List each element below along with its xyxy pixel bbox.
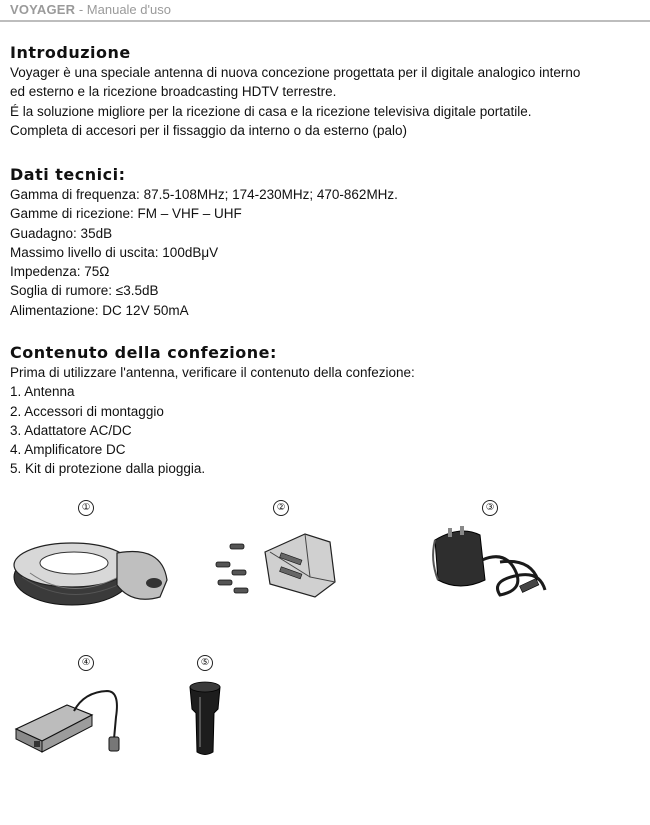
contents-item-antenna: 1. Antenna	[10, 384, 75, 400]
figure-dc-amplifier	[12, 655, 132, 765]
header-separator: -	[75, 2, 87, 17]
figure-number-4: ④	[78, 655, 94, 671]
contents-section	[10, 343, 640, 479]
intro-section	[10, 43, 640, 140]
intro-line: Completa di accesori per il fissaggio da interno o da esterno (palo)	[10, 122, 407, 138]
figure-number-5: ⑤	[197, 655, 213, 671]
dc-amplifier-illustration	[12, 677, 132, 767]
figure-number-2: ②	[273, 500, 289, 516]
tech-line-output: Massimo livello di uscita: 100dBμV	[10, 244, 219, 260]
tech-section	[10, 165, 640, 320]
figure-rain-protection-kit	[180, 655, 240, 765]
contents-item-amplifier: 4. Amplificatore DC	[10, 442, 126, 458]
contents-item-adapter: 3. Adattatore AC/DC	[10, 422, 132, 438]
ac-dc-adapter-illustration	[420, 520, 560, 615]
header-subtitle: Manuale d'uso	[86, 2, 171, 17]
tech-title: Dati tecnici:	[10, 165, 126, 184]
tech-line-frequency: Gamma di frequenza: 87.5-108MHz; 174-230MHz; 470-862MHz.	[10, 187, 398, 202]
figure-mounting-accessories	[210, 500, 360, 610]
contents-intro-line: Prima di utilizzare l'antenna, verificare il contenuto della confezione:	[10, 365, 415, 380]
intro-line: Voyager è una speciale antenna di nuova concezione progettata per il digitale analogico interno	[10, 65, 581, 80]
intro-title: Introduzione	[10, 43, 131, 62]
header-rule	[0, 20, 650, 22]
page-header	[0, 0, 650, 20]
header-brand: VOYAGER	[10, 2, 76, 17]
intro-line: ed esterno e la ricezione broadcasting HDTV terrestre.	[10, 84, 337, 100]
figure-ac-dc-adapter	[420, 500, 560, 615]
contents-title: Contenuto della confezione:	[10, 343, 277, 362]
tech-line-power: Alimentazione: DC 12V 50mA	[10, 302, 189, 318]
rain-protection-kit-illustration	[180, 677, 240, 767]
tech-line-bands: Gamme di ricezione: FM – VHF – UHF	[10, 206, 242, 222]
figure-number-1: ①	[78, 500, 94, 516]
header-text	[10, 2, 171, 17]
tech-line-noise: Soglia di rumore: ≤3.5dB	[10, 283, 159, 299]
intro-line: É la soluzione migliore per la ricezione di casa e la ricezione televisiva digitale portatile.	[10, 103, 532, 119]
figure-antenna	[12, 500, 172, 610]
figure-number-3: ③	[482, 500, 498, 516]
antenna-illustration	[12, 525, 172, 615]
mounting-accessories-illustration	[210, 522, 360, 612]
contents-item-mounting: 2. Accessori di montaggio	[10, 403, 164, 419]
tech-line-gain: Guadagno: 35dB	[10, 225, 113, 241]
contents-item-rain-kit: 5. Kit di protezione dalla pioggia.	[10, 461, 206, 477]
tech-line-impedance: Impedenza: 75Ω	[10, 264, 110, 280]
